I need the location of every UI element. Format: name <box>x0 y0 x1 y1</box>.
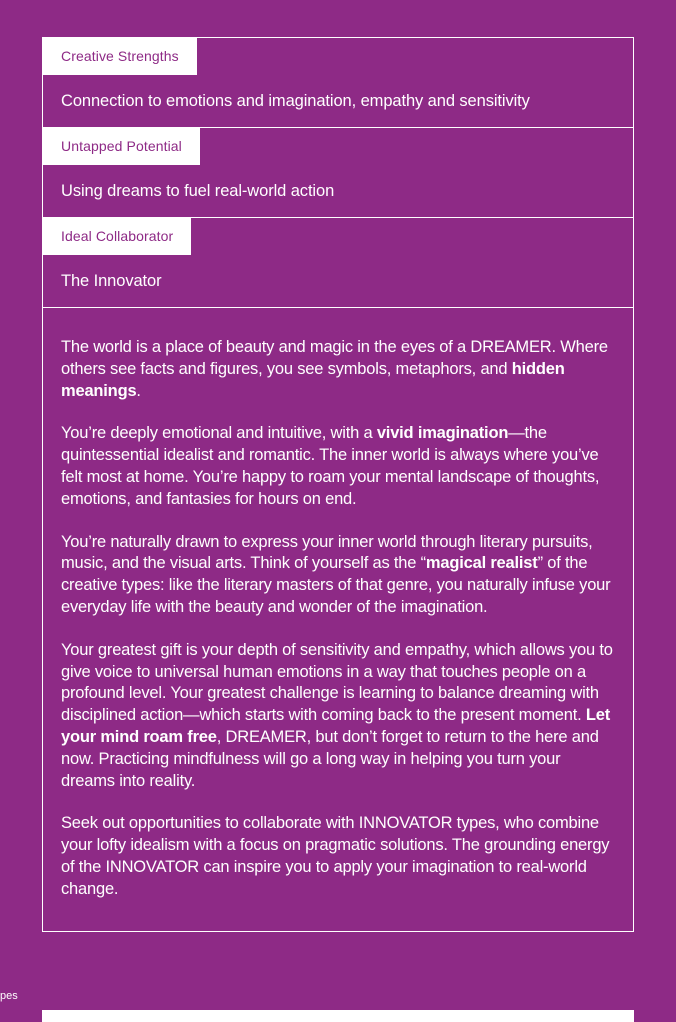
text-run: , DREAMER, but don’t forget to return to the here and now. Practicing mindfulness will go a long way in helping you turn your dreams into reality. <box>61 727 599 790</box>
text-run: You’re naturally drawn to express your inner world through literary pursuits, music, and the visual arts. Think of yourself as the “ <box>61 532 593 573</box>
text-run: Seek out opportunities to collaborate with INNOVATOR types, who combine your lofty idealism with a focus on pragmatic solutions. The grounding energy of the INNOVATOR can inspire you to apply your imagination to real-world change. <box>61 814 610 898</box>
ideal-collaborator-label: Ideal Collaborator <box>43 218 191 255</box>
emphasis-text: Let your mind roam free <box>61 706 611 746</box>
untapped-potential-section <box>43 128 633 218</box>
description-paragraph <box>61 337 615 402</box>
creative-strengths-label: Creative Strengths <box>43 38 197 75</box>
profile-card <box>42 37 634 932</box>
side-text-fragment: pes <box>0 990 18 1002</box>
untapped-potential-value: Using dreams to fuel real-world action <box>61 182 335 200</box>
ideal-collaborator-section <box>43 218 633 308</box>
description-paragraph <box>61 423 615 510</box>
description-paragraph <box>61 532 615 619</box>
text-run: . <box>136 381 141 400</box>
text-run: The world is a place of beauty and magic in the eyes of a DREAMER. Where others see facts and figures, you see symbols, metaphors, and <box>61 338 608 378</box>
emphasis-text: hidden meanings <box>61 359 565 400</box>
text-run: You’re deeply emotional and intuitive, with a <box>61 424 377 443</box>
emphasis-text: magical realist <box>425 554 538 573</box>
description-paragraph <box>61 813 615 900</box>
text-run: —the quintessential idealist and romantic. The inner world is always where you’ve felt most at home. You’re happy to roam your mental landscape of thoughts, emotions, and fantasies for hours on end. <box>61 424 600 508</box>
untapped-potential-label: Untapped Potential <box>43 128 200 165</box>
text-run: ” of the creative types: like the literary masters of that genre, you naturally infuse your everyday life with the beauty and wonder of the imagination. <box>61 554 611 616</box>
ideal-collaborator-value: The Innovator <box>61 272 162 290</box>
creative-strengths-section <box>43 38 633 128</box>
next-card-edge <box>42 1010 634 1022</box>
description-paragraph <box>61 640 615 793</box>
creative-strengths-value: Connection to emotions and imagination, empathy and sensitivity <box>61 92 530 110</box>
emphasis-text: vivid imagination <box>376 424 509 443</box>
description-body <box>43 308 633 932</box>
text-run: Your greatest gift is your depth of sensitivity and empathy, which allows you to give voice to universal human emotions in a way that touches people on a profound level. Your greatest challenge is learning to balance dreaming with disciplined action—which starts with coming back to the present moment. <box>61 640 613 725</box>
